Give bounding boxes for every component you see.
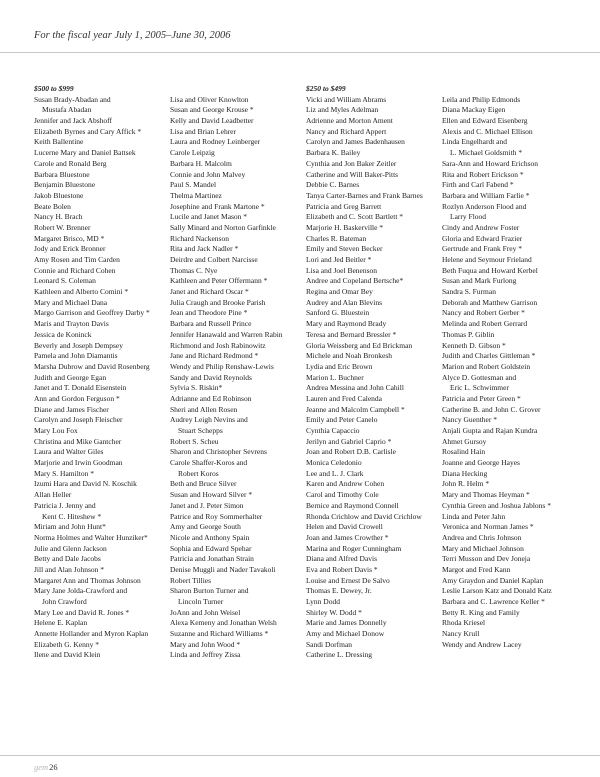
donor-name: Thelma Martinez xyxy=(170,190,222,200)
donor-name: Richmond and Josh Rabinowitz xyxy=(170,340,266,350)
donor-name: Mustafa Abadan xyxy=(42,105,92,115)
donor-name: Janet and T. Donald Eisenstein xyxy=(34,383,127,393)
donor-name: Barbara and Russell Prince xyxy=(170,319,252,329)
donor-column-4 xyxy=(442,84,578,650)
donor-name: Charles R. Bateman xyxy=(306,233,367,243)
donor-name: Margo Garrison and Geoffrey Darby * xyxy=(34,308,150,318)
donor-name: Kenneth D. Gibson * xyxy=(442,340,506,350)
donor-name: Carole Shaffer-Koros and xyxy=(170,458,248,468)
donor-name: Nancy and Richard Appert xyxy=(306,126,387,136)
donor-column-1 xyxy=(34,84,170,661)
donor-name: Janet and Richard Oscar * xyxy=(170,287,249,297)
donor-name: Joan and James Crowther * xyxy=(306,532,389,542)
donor-name: Andrea and Chris Johnson xyxy=(442,532,522,542)
donor-name: Kathleen and Alberto Comini * xyxy=(34,287,129,297)
donor-name: Amy and George South xyxy=(170,522,241,532)
donor-name: Mary and Raymond Brady xyxy=(306,319,387,329)
donor-name: Marion L. Buchner xyxy=(306,372,364,382)
donor-name: Monica Celedonio xyxy=(306,458,362,468)
donor-name: Betty R. King and Family xyxy=(442,607,520,617)
donor-name: Sheri and Allen Rosen xyxy=(170,404,238,414)
footer-tag: gem xyxy=(34,762,49,772)
donor-name: Patricia and Jonathan Strain xyxy=(170,554,254,564)
donor-name: Keith Ballentine xyxy=(34,137,84,147)
donor-name: Nancy H. Brach xyxy=(34,212,83,222)
donor-name: Carole Leipzig xyxy=(170,148,215,158)
donor-name: Josephine and Frank Martone * xyxy=(170,201,265,211)
donor-name: Patrice and Roy Sommerhalter xyxy=(170,511,263,521)
donor-name: Kathleen and Peter Offermann * xyxy=(170,276,268,286)
donor-name: Tanya Carter-Barnes and Frank Barnes xyxy=(306,190,423,200)
donor-name: Judith and George Egan xyxy=(34,372,107,382)
donor-name: Elizabeth Byrnes and Cary Affick * xyxy=(34,126,142,136)
donor-name: Susan and Mark Furlong xyxy=(442,276,517,286)
donor-name: Jean and Theodore Pine * xyxy=(170,308,248,318)
donor-name: Lucerne Mary and Daniel Battsek xyxy=(34,148,136,158)
donor-name: Margot and Fred Kann xyxy=(442,564,511,574)
donor-name: Amy and Michael Donow xyxy=(306,629,385,639)
donor-name: Helene E. Kaplan xyxy=(34,618,88,628)
donor-name: Margaret Ann and Thomas Johnson xyxy=(34,575,141,585)
page-header: For the fiscal year July 1, 2005–June 30, 2006 xyxy=(34,30,231,41)
donor-name: Marina and Roger Cunningham xyxy=(306,543,402,553)
donor-name: Barbara and William Farlie * xyxy=(442,190,530,200)
donor-name: Jakob Bluestone xyxy=(34,190,84,200)
donor-name: Catherine B. and John C. Grover xyxy=(442,404,541,414)
donor-name: Joanne and George Hayes xyxy=(442,458,520,468)
donor-name: Rhoda Kriesel xyxy=(442,618,486,628)
donor-name: Julia Craugh and Brooke Parish xyxy=(170,297,266,307)
donor-name: Leila and Philip Edmonds xyxy=(442,94,521,104)
donor-name: Mary Lou Fox xyxy=(34,426,78,435)
donor-name: Barbara H. Malcolm xyxy=(170,158,232,168)
donor-name: Cynthia Capaccio xyxy=(306,426,360,435)
donor-name: Rozlyn Anderson Flood and xyxy=(442,201,527,211)
donor-name: John R. Helm * xyxy=(442,479,490,489)
donor-name: Miriam and John Hunt* xyxy=(34,522,106,532)
donor-name: Nancy Krull xyxy=(442,629,480,639)
donor-name: Linda and Peter Jahn xyxy=(442,511,506,521)
donor-name: Marjorie and Irwin Goodman xyxy=(34,458,123,468)
donor-name: Eric L. Schwimmer xyxy=(450,383,509,393)
donor-name: Ahmet Gursoy xyxy=(442,436,487,446)
donor-name: Wendy and Andrew Lacey xyxy=(442,639,522,649)
donor-name: Nancy and Robert Gerber * xyxy=(442,308,525,318)
donor-name: Jody and Erick Bronner xyxy=(34,244,106,254)
donor-name: Audrey and Alan Blevins xyxy=(306,297,383,307)
donor-name: Julie and Glenn Jackson xyxy=(34,543,107,553)
donor-name: Michele and Noah Bronkesh xyxy=(306,351,393,361)
donor-name: Mary Lee and David R. Jones * xyxy=(34,607,130,617)
donor-name: Karen and Andrew Cohen xyxy=(306,479,385,489)
donor-name: Elizabeth and C. Scott Bartlett * xyxy=(306,212,404,222)
donor-name: Emily and Steven Becker xyxy=(306,244,383,254)
donor-name: Debbie C. Barnes xyxy=(306,180,360,190)
donor-name: Sara-Ann and Howard Erichson xyxy=(442,158,539,168)
donor-name: Jessica de Koninck xyxy=(34,329,92,339)
donor-name: Annette Hollander and Myron Kaplan xyxy=(34,629,149,639)
donor-name: John Crawford xyxy=(42,597,87,606)
donor-name: Thomas E. Dewey, Jr. xyxy=(306,586,372,596)
donor-name: Carole and Ronald Berg xyxy=(34,158,107,168)
donor-name: Izumi Hara and David N. Koschik xyxy=(34,479,137,489)
donor-name: Rosalind Hain xyxy=(442,447,486,457)
donor-name: Marjorie H. Baskerville * xyxy=(306,222,384,232)
donor-name: Norma Holmes and Walter Hunziker* xyxy=(34,532,148,542)
donor-name: Paul S. Mandel xyxy=(170,180,217,190)
donor-name: Cynthia and Jon Baker Zeitler xyxy=(306,158,397,168)
donor-name: Nancy Guenther * xyxy=(442,415,497,425)
donor-name: Thomas P. Giblin xyxy=(442,329,495,339)
donor-name: Beth Fuqua and Howard Kerbel xyxy=(442,265,538,275)
donor-name: Emily and Peter Canelo xyxy=(306,415,378,425)
donor-name: Lee and L. J. Clark xyxy=(306,468,364,478)
heading-spacer xyxy=(442,84,578,95)
donor-name: Lucile and Janet Mason * xyxy=(170,212,248,222)
donor-name: Robert W. Brenner xyxy=(34,222,91,232)
donor-name: JoAnn and John Weisel xyxy=(170,607,241,617)
donor-name: Bernice and Raymond Connell xyxy=(306,500,399,510)
donor-name: Gloria Weissberg and Ed Brickman xyxy=(306,340,413,350)
donor-name: Robert Koros xyxy=(178,468,219,478)
header-divider xyxy=(0,52,600,53)
donor-name: Lisa and Joel Benenson xyxy=(306,265,378,275)
donor-name: Wendy and Philip Renshaw-Lewis xyxy=(170,361,274,371)
donor-name: Sandi Dorfman xyxy=(306,639,353,649)
donor-name: Amy Rosen and Tim Carden xyxy=(34,255,120,264)
donor-name: Lori and Jed Beitler * xyxy=(306,255,372,264)
donor-name: Firth and Carl Fabend * xyxy=(442,180,514,190)
donor-name: Linda Engelhardt and xyxy=(442,137,507,147)
donor-name: Helen and David Crowell xyxy=(306,522,383,532)
donor-name: Jill and Alan Johnson * xyxy=(34,564,105,574)
donor-name: Beverly and Joseph Dempsey xyxy=(34,340,123,350)
donor-name: Barbara Bluestone xyxy=(34,169,90,179)
donor-name: Catherine L. Dressing xyxy=(306,650,373,660)
donor-name: Leslie Larson Katz and Donald Katz xyxy=(442,586,552,596)
donor-name: Louise and Ernest De Salvo xyxy=(306,575,390,585)
donor-name: Lincoln Turner xyxy=(178,597,224,606)
donor-name: Gertrude and Frank Frey * xyxy=(442,244,522,254)
donor-name: Vicki and William Abrams xyxy=(306,94,387,104)
donor-name: Mary and John Wood * xyxy=(170,639,241,649)
donor-name: Lynn Dodd xyxy=(306,597,340,606)
donor-name: Elizabeth G. Kenny * xyxy=(34,639,99,649)
donor-name: Allan Heller xyxy=(34,490,72,500)
donor-name: Carol and Timothy Cole xyxy=(306,490,379,500)
donor-name: Kelly and David Leadbetter xyxy=(170,116,254,126)
donor-name: Jerilyn and Gabriel Caprio * xyxy=(306,436,392,446)
donor-name: Nicole and Anthony Spain xyxy=(170,532,250,542)
donor-name: Jane and Richard Redmond * xyxy=(170,351,259,361)
donor-name: Marsha Dubrow and David Rosenberg xyxy=(34,361,150,371)
donor-name: Janet and J. Peter Simon xyxy=(170,500,244,510)
donor-name: Patricia and Peter Green * xyxy=(442,393,521,403)
donor-name: Patricia and Greg Barrett xyxy=(306,201,382,211)
donor-name: Gloria and Edward Frazier xyxy=(442,233,523,243)
donor-name: Robert Tillies xyxy=(170,575,212,585)
donor-name: Sandy and David Reynolds xyxy=(170,372,252,382)
donor-name: Patricia J. Jenny and xyxy=(34,500,96,510)
donor-name: Anjali Gupta and Rajan Kundra xyxy=(442,426,538,435)
donor-name: Ilene and David Klein xyxy=(34,650,101,660)
donor-name: Andrea Messina and John Cahill xyxy=(306,383,404,393)
donor-name: Sophia and Edward Spehar xyxy=(170,543,252,553)
donor-name: Rita and Jack Nadler * xyxy=(170,244,239,254)
donor-name: Regina and Omar Bey xyxy=(306,287,373,297)
donor-name: Suzanne and Richard Williams * xyxy=(170,629,269,639)
donor-name: Catherine and Will Baker-Pitts xyxy=(306,169,399,179)
donor-name: Stuart Schepps xyxy=(178,426,223,435)
donor-name: Linda and Jeffrey Zissa xyxy=(170,650,241,660)
donor-name: Sanford G. Bluestein xyxy=(306,308,370,318)
section-heading: $250 to $499 xyxy=(306,84,346,93)
donor-name: Audrey Leigh Nevins and xyxy=(170,415,248,425)
donor-column-2 xyxy=(170,84,306,661)
donor-name: Terri Musson and Dev Joneja xyxy=(442,554,531,564)
donor-name: Shirley W. Dodd * xyxy=(306,607,362,617)
donor-name: Adrianne and Ed Robinson xyxy=(170,393,252,403)
donor-name: Teresa and Bernard Bressler * xyxy=(306,329,397,339)
donor-name: Mary Jane Jolda-Crawford and xyxy=(34,586,128,596)
donor-name: Melinda and Robert Gerrard xyxy=(442,319,528,329)
donor-name: Mary and Thomas Heyman * xyxy=(442,490,530,500)
donor-name: Carolyn and Joseph Fleischer xyxy=(34,415,123,425)
donor-name: Laura and Rodney Leinberger xyxy=(170,137,261,147)
donor-name: Liz and Myles Adelman xyxy=(306,105,379,115)
donor-name: Adrienne and Morton Ament xyxy=(306,116,393,126)
donor-name: Diana and Alfred Davis xyxy=(306,554,378,564)
donor-name: Deirdre and Colbert Narcisse xyxy=(170,255,258,264)
donor-name: Sylvia S. Riskin* xyxy=(170,383,223,393)
donor-name: Diana Mackay Eigen xyxy=(442,105,506,115)
donor-name: Larry Flood xyxy=(450,212,487,222)
donor-name: Mary and Michael Dana xyxy=(34,297,108,307)
section-heading: $500 to $999 xyxy=(34,84,74,93)
footer-divider xyxy=(0,755,600,756)
page-footer xyxy=(34,762,58,772)
heading-spacer xyxy=(170,84,306,95)
donor-name: Beate Bolen xyxy=(34,201,71,211)
donor-name: Eva and Robert Davis * xyxy=(306,564,378,574)
donor-name: Barbara K. Bailey xyxy=(306,148,361,158)
donor-name: Sharon Burton Turner and xyxy=(170,586,249,596)
donor-name: Beth and Bruce Silver xyxy=(170,479,237,489)
donor-name: Helene and Seymour Frieland xyxy=(442,255,532,264)
donor-name: Betty and Dale Jacobs xyxy=(34,554,101,564)
donor-name: Mary and Michael Johnson xyxy=(442,543,524,553)
donor-name: Connie and Richard Cohen xyxy=(34,265,116,275)
donor-name: Christina and Mike Gantcher xyxy=(34,436,122,446)
donor-name: Maris and Trayton Davis xyxy=(34,319,109,329)
donor-name: Laura and Walter Giles xyxy=(34,447,104,457)
donor-name: Sharon and Christopher Sevrens xyxy=(170,447,267,457)
donor-name: Sandra S. Furman xyxy=(442,287,496,297)
donor-name: Judith and Charles Gittleman * xyxy=(442,351,536,361)
donor-name: Veronica and Norman James * xyxy=(442,522,534,532)
donor-name: Mary S. Hamilton * xyxy=(34,468,94,478)
donor-name: Connie and John Malvey xyxy=(170,169,246,179)
donor-name: Rhonda Crichlow and David Crichlow xyxy=(306,511,422,521)
donor-name: Susan Brady-Abadan and xyxy=(34,94,111,104)
donor-name: Rita and Robert Erickson * xyxy=(442,169,524,179)
donor-name: Lauren and Fred Calenda xyxy=(306,393,383,403)
donor-name: Denise Muggli and Nader Tavakoli xyxy=(170,564,276,574)
donor-name: Deborah and Matthew Garrison xyxy=(442,297,538,307)
donor-name: Amy Graydon and Daniel Kaplan xyxy=(442,575,544,585)
donor-name: L. Michael Goldsmith * xyxy=(450,148,523,158)
donor-name: Ellen and Edward Eisenberg xyxy=(442,116,528,126)
donor-name: Diana Hecking xyxy=(442,468,488,478)
donor-name: Alexis and C. Michael Ellison xyxy=(442,126,533,136)
donor-name: Pamela and John Diamantis xyxy=(34,351,118,361)
donor-name: Alyce D. Gottesman and xyxy=(442,372,517,382)
donor-name: Marion and Robert Goldstein xyxy=(442,361,531,371)
donor-name: Alexa Kemeny and Jonathan Welsh xyxy=(170,618,277,628)
page-number: 26 xyxy=(49,762,58,772)
donor-name: Susan and Howard Silver * xyxy=(170,490,253,500)
donor-name: Carolyn and James Badenhausen xyxy=(306,137,405,147)
donor-name: Andree and Copeland Bertsche* xyxy=(306,276,404,286)
donor-name: Susan and George Krouse * xyxy=(170,105,254,115)
donor-name: Jeanne and Malcolm Campbell * xyxy=(306,404,405,414)
donor-name: Margaret Brisco, MD * xyxy=(34,233,105,243)
donor-name: Jennifer Hanawald and Warren Rabin xyxy=(170,329,283,339)
donor-name: Joan and Robert D.B. Carlisle xyxy=(306,447,396,457)
donor-name: Sally Minard and Norton Garfinkle xyxy=(170,222,276,232)
donor-name: Richard Nackenson xyxy=(170,233,229,243)
donor-name: Leonard S. Coleman xyxy=(34,276,96,286)
donor-column-3 xyxy=(306,84,442,661)
donor-name: Benjamin Bluestone xyxy=(34,180,96,190)
donor-name: Lydia and Eric Brown xyxy=(306,361,373,371)
donor-name: Diane and James Fischer xyxy=(34,404,109,414)
donor-name: Barbara and C. Lawrence Keller * xyxy=(442,597,545,606)
donor-name: Cindy and Andrew Foster xyxy=(442,222,520,232)
donor-name: Robert S. Scheu xyxy=(170,436,219,446)
donor-name: Marie and James Donnelly xyxy=(306,618,387,628)
donor-name: Kent C. Hiteshew * xyxy=(42,511,102,521)
donor-name: Lisa and Brian Lehrer xyxy=(170,126,237,136)
donor-name: Cynthia Green and Joshua Jablons * xyxy=(442,500,551,510)
donor-name: Lisa and Oliver Knowlton xyxy=(170,94,249,104)
donor-name: Thomas C. Nye xyxy=(170,265,218,275)
donor-name: Ann and Gordon Ferguson * xyxy=(34,393,120,403)
donor-name: Jennifer and Jack Abshoff xyxy=(34,116,112,126)
